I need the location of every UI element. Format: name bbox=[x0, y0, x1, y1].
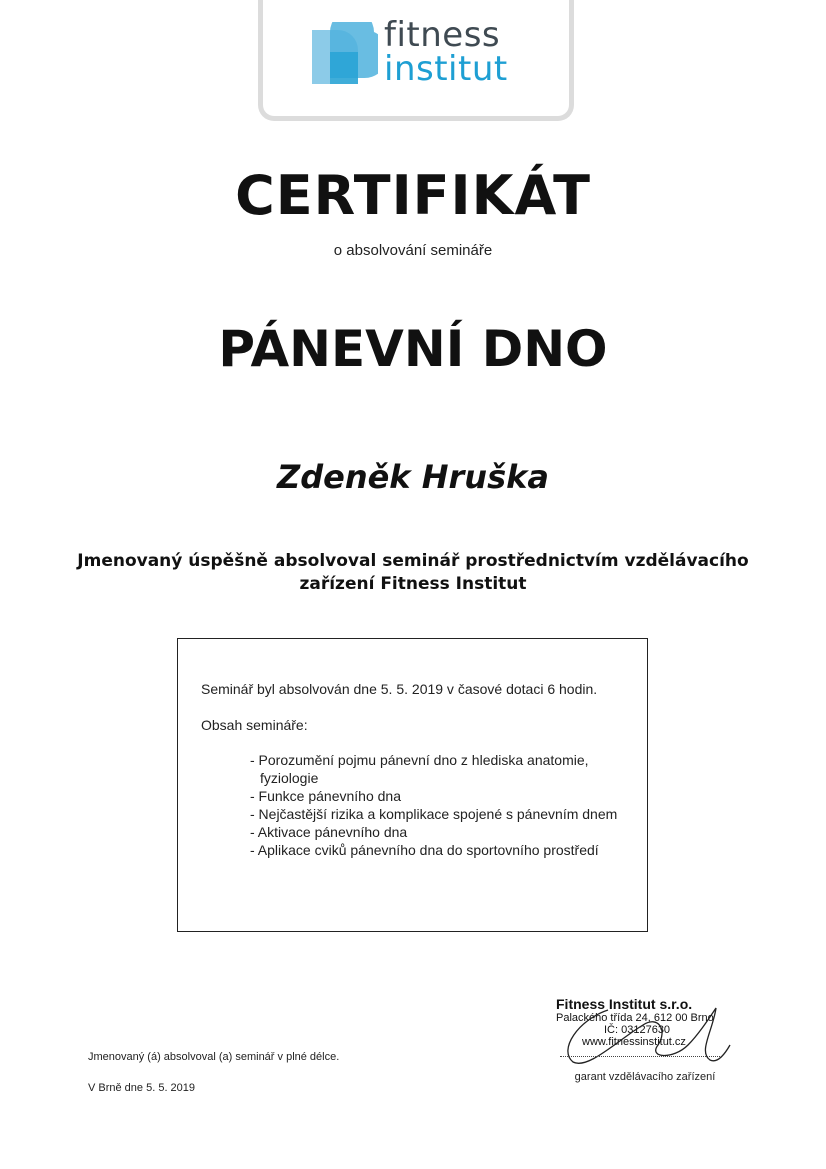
course-title: PÁNEVNÍ DNO bbox=[218, 320, 608, 378]
contents-label: Obsah semináře: bbox=[201, 717, 308, 733]
place-date: V Brně dne 5. 5. 2019 bbox=[88, 1082, 196, 1094]
list-item: - Aplikace cviků pánevního dna do sportovního prostředí bbox=[250, 842, 599, 858]
statement-line-2: zařízení Fitness Institut bbox=[299, 574, 527, 594]
list-item: - Nejčastější rizika a komplikace spojené s pánevním dnem bbox=[250, 806, 618, 822]
contents-list bbox=[250, 751, 630, 859]
full-length-note: Jmenovaný (á) absolvoval (a) seminář v plné délce. bbox=[88, 1051, 340, 1063]
logo-text-institut: institut bbox=[384, 49, 508, 89]
fitness-institut-logo-icon bbox=[306, 22, 378, 90]
logo-wordmark bbox=[384, 15, 508, 89]
stamp-web: www.fitnessinstitut.cz bbox=[582, 1036, 686, 1048]
stamp-address: Palackého třída 24, 612 00 Brno bbox=[556, 1012, 714, 1024]
stamp-ico: IČ: 03127630 bbox=[604, 1024, 671, 1036]
completion-statement bbox=[0, 550, 826, 596]
list-item: - Funkce pánevního dna bbox=[250, 788, 401, 804]
list-item: - Aktivace pánevního dna bbox=[250, 824, 408, 840]
guarantor-label: garant vzdělávacího zařízení bbox=[574, 1071, 716, 1083]
completion-info: Seminář byl absolvován dne 5. 5. 2019 v časové dotaci 6 hodin. bbox=[201, 681, 598, 697]
seminar-details-box bbox=[177, 638, 648, 932]
list-item: - Porozumění pojmu pánevní dno z hlediska anatomie, fyziologie bbox=[250, 752, 589, 786]
recipient-name: Zdeněk Hruška bbox=[277, 458, 549, 496]
certificate-title: CERTIFIKÁT bbox=[235, 164, 591, 227]
statement-line-1: Jmenovaný úspěšně absolvoval seminář prostřednictvím vzdělávacího bbox=[77, 551, 749, 571]
stamp-company-name: Fitness Institut s.r.o. bbox=[556, 996, 693, 1012]
logo-text-fitness: fitness bbox=[384, 15, 501, 55]
certificate-subtitle: o absolvování semináře bbox=[333, 242, 493, 259]
signature-line bbox=[560, 1056, 720, 1057]
signature-icon bbox=[548, 990, 738, 1070]
